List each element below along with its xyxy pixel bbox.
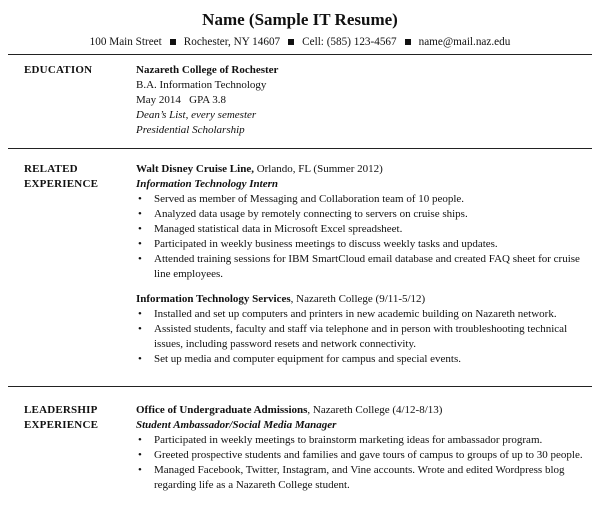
bullet-text: Managed statistical data in Microsoft Excel spreadsheet. <box>154 223 403 235</box>
job-bullets <box>136 433 584 493</box>
bullet-text: Participated in weekly business meetings to discuss weekly tasks and updates. <box>154 238 498 250</box>
list-item <box>136 322 584 352</box>
divider <box>8 148 592 149</box>
job-place: Orlando, FL (Summer 2012) <box>253 163 383 175</box>
list-item <box>136 192 584 207</box>
square-bullet-icon <box>170 39 176 45</box>
bullet-icon: • <box>138 193 142 205</box>
city: Rochester, NY 14607 <box>183 36 281 48</box>
bullet-text: Attended training sessions for IBM SmartCloud email database and created FAQ sheet for cruise line employees. <box>154 253 580 280</box>
job-place: , Nazareth College (9/11-5/12) <box>290 293 426 305</box>
divider <box>8 54 592 55</box>
list-item <box>136 352 584 367</box>
bullet-icon: • <box>138 434 142 446</box>
address: 100 Main Street <box>89 36 162 48</box>
email[interactable]: name@mail.naz.edu <box>418 36 511 48</box>
bullet-icon: • <box>138 208 142 220</box>
list-item <box>136 448 584 463</box>
bullet-text: Greeted prospective students and families and gave tours of campus to groups of up to 30 people. <box>154 449 583 461</box>
list-item <box>136 433 584 448</box>
divider <box>8 386 592 387</box>
bullet-icon: • <box>138 238 142 250</box>
job-place: , Nazareth College (4/12-8/13) <box>307 404 443 416</box>
job-heading <box>136 403 584 418</box>
related-experience-section <box>24 162 584 377</box>
date-gpa: May 2014 GPA 3.8 <box>136 94 227 106</box>
education-body <box>136 63 584 138</box>
bullet-icon: • <box>138 223 142 235</box>
square-bullet-icon <box>405 39 411 45</box>
bullet-icon: • <box>138 253 142 265</box>
bullet-text: Managed Facebook, Twitter, Instagram, and Vine accounts. Wrote and edited Wordpress blog regarding life as a Nazareth College student. <box>154 464 565 491</box>
bullet-text: Analyzed data usage by remotely connecting to servers on cruise ships. <box>154 208 468 220</box>
honor-scholarship: Presidential Scholarship <box>136 124 245 136</box>
bullet-icon: • <box>138 353 142 365</box>
bullet-icon: • <box>138 464 142 476</box>
bullet-icon: • <box>138 308 142 320</box>
job-org: Walt Disney Cruise Line, <box>136 163 254 175</box>
degree: B.A. Information Technology <box>136 79 267 91</box>
leadership-experience-body <box>136 403 584 493</box>
bullet-text: Set up media and computer equipment for campus and special events. <box>154 353 461 365</box>
job-org: Information Technology Services <box>136 293 291 305</box>
list-item <box>136 463 584 493</box>
section-label-line: LEADERSHIP <box>24 404 98 416</box>
section-label-related-experience <box>24 162 129 192</box>
section-label-leadership-experience <box>24 403 129 433</box>
contact-line <box>0 36 600 48</box>
list-item <box>136 237 584 252</box>
list-item <box>136 207 584 222</box>
job-heading <box>136 162 584 177</box>
resume-name: Name (Sample IT Resume) <box>202 10 398 29</box>
bullet-text: Served as member of Messaging and Collaboration team of 10 people. <box>154 193 465 205</box>
education-section <box>24 63 584 138</box>
job-title: Information Technology Intern <box>136 178 279 190</box>
square-bullet-icon <box>288 39 294 45</box>
list-item <box>136 222 584 237</box>
list-item <box>136 252 584 282</box>
job-bullets <box>136 307 584 367</box>
bullet-icon: • <box>138 323 142 335</box>
job-bullets <box>136 192 584 282</box>
cell-phone: Cell: (585) 123-4567 <box>302 36 397 48</box>
job-title: Student Ambassador/Social Media Manager <box>136 419 337 431</box>
section-label-education: EDUCATION <box>24 64 93 76</box>
list-item <box>136 307 584 322</box>
honor-deans-list: Dean’s List, every semester <box>136 109 257 121</box>
section-label-line: EXPERIENCE <box>24 178 99 190</box>
spacer <box>136 282 584 292</box>
bullet-text: Assisted students, faculty and staff via telephone and in person with troubleshooting technical issues, including password resets and network connectivity. <box>154 323 568 350</box>
leadership-experience-section <box>24 403 584 528</box>
job-org: Office of Undergraduate Admissions <box>136 404 308 416</box>
section-label-line: EXPERIENCE <box>24 419 99 431</box>
job-heading <box>136 292 584 307</box>
related-experience-body <box>136 162 584 367</box>
bullet-icon: • <box>138 449 142 461</box>
section-label-line: RELATED <box>24 163 78 175</box>
school-name: Nazareth College of Rochester <box>136 64 279 76</box>
bullet-text: Participated in weekly meetings to brainstorm marketing ideas for ambassador program. <box>154 434 543 446</box>
bullet-text: Installed and set up computers and printers in new academic building on Nazareth network. <box>154 308 557 320</box>
